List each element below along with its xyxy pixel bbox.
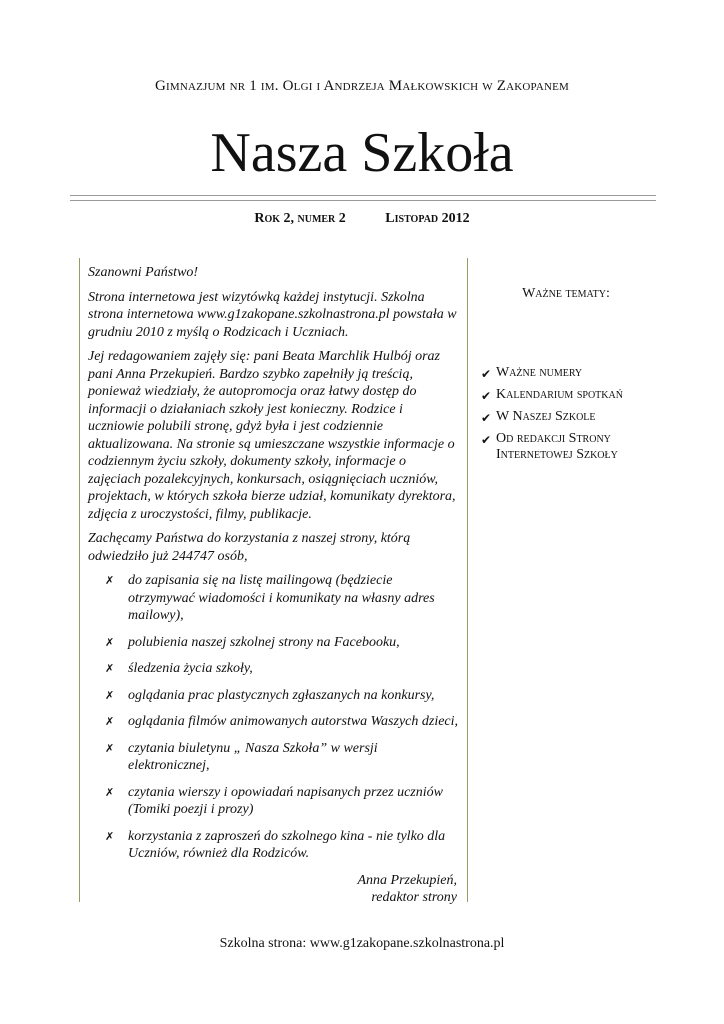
cross-bullet-icon: ✗ [105, 830, 115, 843]
list-item-text: polubienia naszej szkolnej strony na Facebooku, [128, 634, 400, 650]
cross-bullet-icon: ✗ [105, 575, 115, 587]
list-item [88, 828, 459, 863]
list-item [88, 784, 459, 819]
signature-name: Anna Przekupień, [357, 872, 457, 888]
list-item-text: do zapisania się na listę mailingową (będziecie otrzymywać wiadomości i komunikaty na własny adres mailowy), [128, 573, 435, 623]
list-item-text: korzystania z zaproszeń do szkolnego kina - nie tylko dla Uczniów, również dla Rodziców. [128, 828, 446, 861]
list-item [88, 660, 459, 678]
checkmark-icon: ✔ [481, 411, 492, 425]
list-item [88, 572, 459, 625]
list-item-text: śledzenia życia szkoły, [128, 661, 253, 676]
topics-list [476, 365, 656, 463]
list-item [88, 740, 459, 775]
cross-bullet-icon: ✗ [105, 786, 115, 799]
list-item [88, 713, 459, 731]
issue-number: Rok 2, numer 2 [254, 211, 346, 226]
issue-line [0, 211, 724, 227]
cross-bullet-icon: ✗ [105, 742, 115, 755]
list-item-text: czytania wierszy i opowiadań napisanych przez uczniów (Tomiki poezji i prozy) [128, 784, 443, 817]
footer-website: Szkolna strona: www.g1zakopane.szkolnastrona.pl [219, 936, 505, 951]
topic-label: W Naszej Szkole [496, 409, 596, 424]
newsletter-title: Nasza Szkoła [210, 122, 514, 184]
list-item [88, 634, 459, 652]
school-name: Gimnazjum nr 1 im. Olgi i Andrzeja Małkowskich w Zakopanem [154, 78, 570, 94]
list-item-text: czytania biuletynu „ Nasza Szkoła” w wersji elektronicznej, [128, 740, 378, 773]
signature-role: redaktor strony [371, 890, 457, 905]
article-paragraph: Zachęcamy Państwa do korzystania z naszej strony, którą odwiedziło już 244747 osób, [88, 531, 411, 564]
list-item-text: oglądania filmów animowanych autorstwa Waszych dzieci, [128, 714, 459, 729]
topics-sidebar [476, 258, 656, 469]
article-greeting: Szanowni Państwo! [88, 265, 199, 280]
topic-item [476, 387, 656, 403]
article-paragraph: Jej redagowaniem zajęły się: pani Beata Marchlik Hulbój oraz pani Anna Przekupień. Bardzo szybko zapełniły ją treścią, ponieważ wiedziały, że autopromocja oraz łatwy dostęp do informacji o działaniach szkoły jest konieczny. Rodzice i uczniowie polubili stronę, gdyż była i jest codziennie aktualizowana. Na stronie są umieszczane wszystkie informacje o codziennym życiu szkoły, dokumenty szkoły, informacje o zajęciach pozalekcyjnych, konkursach, osiągnięciach uczniów, projektach, w których szkoła bierze udział, komunikaty dyrektora, zdjęcia z uroczystości, filmy, publikacje. [88, 349, 456, 522]
sidebar-title: Ważne tematy: [522, 286, 610, 301]
checkmark-icon: ✔ [481, 433, 492, 447]
topic-label: Kalendarium spotkań [496, 387, 623, 402]
article-paragraph: Strona internetowa jest wizytówką każdej instytucji. Szkolna strona internetowa www.g1zakopane.szkolnastrona.pl powstała w grudniu 2010 z myślą o Rodzicach i Uczniach. [88, 289, 457, 340]
issue-date: Listopad 2012 [385, 211, 470, 226]
article-column [79, 258, 468, 905]
checkmark-icon: ✔ [481, 367, 492, 381]
list-item-text: oglądania prac plastycznych zgłaszanych na konkursy, [128, 687, 435, 703]
title-divider [70, 195, 656, 201]
cross-bullet-icon: ✗ [105, 636, 115, 649]
topic-item [476, 365, 656, 381]
checkmark-icon: ✔ [481, 389, 492, 403]
topic-label: Od redakcji Strony Internetowej Szkoły [496, 431, 618, 462]
cross-bullet-icon: ✗ [105, 689, 115, 702]
invitation-list [88, 572, 459, 863]
cross-bullet-icon: ✗ [105, 716, 115, 728]
cross-bullet-icon: ✗ [105, 663, 115, 675]
list-item [88, 687, 459, 705]
topic-item [476, 431, 656, 463]
topic-label: Ważne numery [496, 365, 583, 380]
topic-item [476, 409, 656, 425]
